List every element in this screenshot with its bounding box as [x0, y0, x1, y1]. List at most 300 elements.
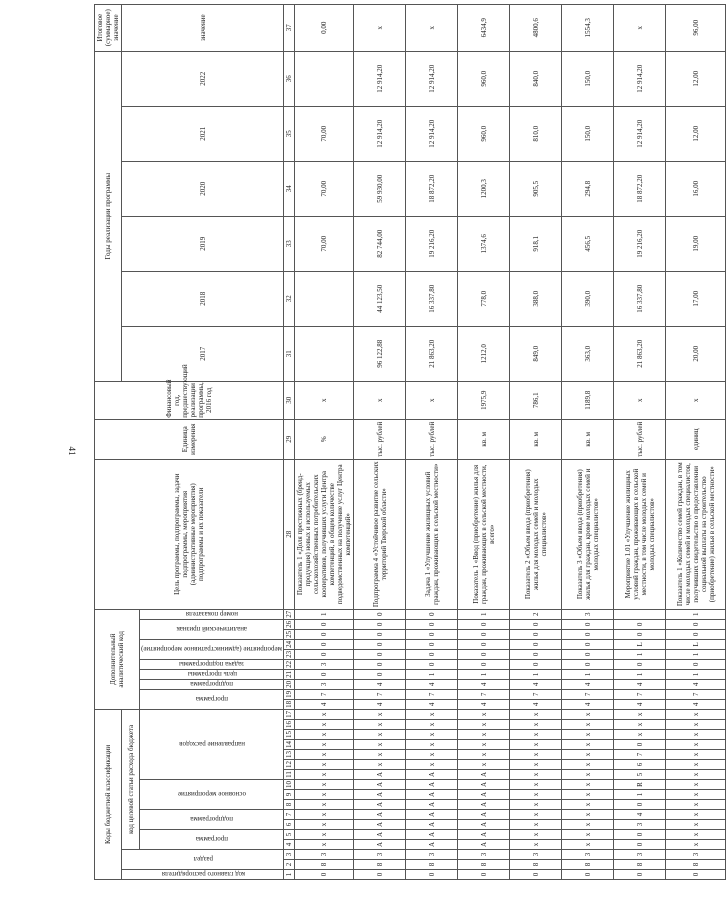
- code-digit: х: [510, 810, 562, 820]
- year-value-2021: 12,00: [666, 106, 726, 161]
- program-indicators-table: [94, 4, 726, 880]
- code-digit: 7: [406, 689, 458, 699]
- column-number: 32: [284, 271, 295, 326]
- code-digit: 2: [510, 609, 562, 619]
- row-final-value: 4800,6: [510, 4, 562, 51]
- code-digit: х: [406, 730, 458, 740]
- years-group-header: Годы реализации программы: [95, 51, 122, 381]
- year-value-2019: 1374,6: [458, 216, 510, 271]
- code-digit: 3: [614, 820, 666, 830]
- year-value-2022: [295, 51, 354, 106]
- code-digit: А: [354, 800, 406, 810]
- code-digit: х: [666, 740, 726, 750]
- code-digit: 8: [614, 860, 666, 870]
- year-value-2020: 70,00: [295, 161, 354, 216]
- code-digit: А: [406, 800, 458, 810]
- table-row: [510, 4, 562, 879]
- code-digit: А: [406, 810, 458, 820]
- code-digit: х: [510, 709, 562, 719]
- program-table-sheet: [94, 9, 716, 880]
- year-value-2020: 1200,3: [458, 161, 510, 216]
- code-digit: А: [458, 770, 510, 780]
- column-number: 16: [285, 721, 294, 728]
- year-value-2019: 19,00: [666, 216, 726, 271]
- column-number: 6: [284, 820, 295, 830]
- code-digit: 1: [614, 649, 666, 659]
- table-row: [295, 4, 354, 879]
- year-value-2020: 59 930,00: [354, 161, 406, 216]
- code-digit: х: [562, 760, 614, 770]
- table-row: [354, 4, 406, 879]
- code-digit: х: [458, 760, 510, 770]
- code-digit: 4: [510, 679, 562, 689]
- code-digit: А: [354, 790, 406, 800]
- dop-subprogram-header: подпрограмма: [140, 679, 284, 689]
- year-header-2020: 2020: [122, 161, 284, 216]
- row-final-value: 96,00: [666, 4, 726, 51]
- code-digit: 1: [666, 669, 726, 679]
- year-value-2018: 16 337,80: [406, 271, 458, 326]
- code-digit: А: [458, 810, 510, 820]
- row-final-value: 6434,9: [458, 4, 510, 51]
- dop-program-header: программа: [140, 689, 284, 709]
- kbk-group-header: Коды бюджетной классификации: [95, 709, 122, 879]
- code-digit: х: [354, 720, 406, 730]
- code-digit: 0: [562, 649, 614, 659]
- code-digit: 4: [354, 679, 406, 689]
- code-digit: 3: [510, 850, 562, 860]
- code-digit: 0: [354, 619, 406, 629]
- code-digit: 0: [614, 659, 666, 669]
- column-number: 33: [284, 216, 295, 271]
- column-number: 34: [284, 161, 295, 216]
- code-digit: 7: [354, 689, 406, 699]
- code-digit: А: [406, 780, 458, 790]
- code-digit: 3: [562, 609, 614, 619]
- column-number: 36: [284, 51, 295, 106]
- code-digit: 0: [666, 629, 726, 639]
- code-digit: х: [354, 750, 406, 760]
- year-value-2020: 18 872,20: [406, 161, 458, 216]
- code-digit: х: [354, 709, 406, 719]
- code-digit: 1: [666, 609, 726, 619]
- code-digit: 7: [458, 689, 510, 699]
- code-digit: х: [562, 790, 614, 800]
- code-digit: А: [406, 770, 458, 780]
- code-digit: х: [510, 760, 562, 770]
- code-digit: 0: [354, 669, 406, 679]
- code-digit: 3: [458, 850, 510, 860]
- code-digit: L: [614, 639, 666, 649]
- code-digit: А: [354, 830, 406, 840]
- main-measure-header: основное мероприятие: [140, 780, 284, 810]
- code-digit: 0: [458, 629, 510, 639]
- table-body: [95, 4, 726, 879]
- code-digit: R: [614, 780, 666, 790]
- code-digit: А: [458, 790, 510, 800]
- code-digit: 6: [614, 760, 666, 770]
- code-digit: 7: [510, 689, 562, 699]
- code-digit: 0: [510, 619, 562, 629]
- code-digit: 0: [666, 659, 726, 669]
- code-digit: 0: [614, 629, 666, 639]
- row-name: Подпрограмма 4 «Устойчивое развитие сельских территорий Тверской области»: [354, 459, 406, 609]
- code-digit: А: [406, 820, 458, 830]
- code-digit: 4: [562, 699, 614, 709]
- column-number: 1: [284, 870, 295, 880]
- year-value-2021: 12 914,20: [406, 106, 458, 161]
- code-digit: х: [562, 750, 614, 760]
- code-digit: А: [458, 820, 510, 830]
- code-digit: х: [406, 709, 458, 719]
- code-digit: 4: [510, 699, 562, 709]
- code-digit: А: [354, 840, 406, 850]
- code-digit: А: [458, 840, 510, 850]
- code-digit: х: [295, 730, 354, 740]
- code-digit: 0: [354, 609, 406, 619]
- code-digit: х: [562, 820, 614, 830]
- year-value-2019: 918,1: [510, 216, 562, 271]
- code-digit: х: [354, 730, 406, 740]
- code-digit: 0: [406, 659, 458, 669]
- row-final-value: 0,00: [295, 4, 354, 51]
- column-number: 15: [285, 731, 294, 738]
- code-digit: х: [666, 790, 726, 800]
- code-digit: х: [295, 810, 354, 820]
- row-base-value: 1189,8: [562, 381, 614, 419]
- row-base-value: х: [295, 381, 354, 419]
- code-digit: х: [406, 740, 458, 750]
- code-digit: 0: [614, 619, 666, 629]
- code-digit: 8: [458, 860, 510, 870]
- column-number: 26: [285, 620, 294, 628]
- final-value-header: Итоговое (суммарное) значение: [95, 4, 122, 51]
- code-digit: х: [562, 830, 614, 840]
- row-final-value: х: [614, 4, 666, 51]
- kbk-sub-header: код целевой статьи расхода бюджета: [122, 709, 140, 849]
- year-value-2020: 18 872,20: [614, 161, 666, 216]
- year-value-2019: 82 744,00: [354, 216, 406, 271]
- row-base-value: 1975,9: [458, 381, 510, 419]
- code-digit: 0: [510, 870, 562, 880]
- code-digit: х: [510, 830, 562, 840]
- table-row: [562, 4, 614, 879]
- code-digit: А: [406, 840, 458, 850]
- code-digit: 4: [458, 699, 510, 709]
- column-number-row: [284, 4, 295, 879]
- code-digit: 0: [666, 619, 726, 629]
- unit-column-header: Единица измерения: [95, 419, 284, 459]
- row-final-value: х: [406, 4, 458, 51]
- code-digit: 0: [406, 629, 458, 639]
- code-digit: 4: [458, 679, 510, 689]
- code-digit: х: [295, 709, 354, 719]
- code-digit: 0: [406, 649, 458, 659]
- column-number: 8: [284, 800, 295, 810]
- column-number: 30: [284, 381, 295, 419]
- year-value-2019: 456,5: [562, 216, 614, 271]
- code-digit: 8: [562, 860, 614, 870]
- code-digit: х: [666, 840, 726, 850]
- code-digit: 0: [354, 870, 406, 880]
- code-digit: х: [295, 830, 354, 840]
- column-number: 13: [285, 751, 294, 758]
- code-digit: х: [458, 709, 510, 719]
- row-name: Показатель 2 «Объем ввода (приобретения) жилья для молодых семей и молодых специалистов»: [510, 459, 562, 609]
- year-value-2020: 16,00: [666, 161, 726, 216]
- code-digit: А: [354, 810, 406, 820]
- code-digit: 8: [354, 860, 406, 870]
- final-value-subheader: значение: [122, 4, 284, 51]
- column-number: 31: [284, 326, 295, 381]
- code-digit: 7: [562, 689, 614, 699]
- table-row: [614, 4, 666, 879]
- year-header-2022: 2022: [122, 51, 284, 106]
- code-digit: х: [510, 770, 562, 780]
- column-number: 11: [285, 771, 294, 778]
- page-number: 41: [67, 446, 77, 456]
- row-base-value: 786,1: [510, 381, 562, 419]
- code-digit: х: [562, 709, 614, 719]
- code-digit: 1: [295, 609, 354, 619]
- year-value-2019: 70,00: [295, 216, 354, 271]
- code-digit: х: [510, 780, 562, 790]
- analytic-sign-header: аналитический признак: [140, 619, 284, 639]
- year-value-2022: 12 914,20: [406, 51, 458, 106]
- year-value-2018: 17,00: [666, 271, 726, 326]
- year-value-2020: 905,5: [510, 161, 562, 216]
- code-digit: 0: [354, 659, 406, 669]
- code-digit: х: [666, 730, 726, 740]
- row-name: Мероприятие 1.01 «Улучшение жилищных условий граждан, проживающих в сельской местности, в том числе молодых семей и молодых специалистов»: [614, 459, 666, 609]
- code-digit: А: [458, 780, 510, 790]
- code-digit: 0: [458, 649, 510, 659]
- table-row: [406, 4, 458, 879]
- year-value-2021: 70,00: [295, 106, 354, 161]
- row-base-value: х: [354, 381, 406, 419]
- code-digit: 0: [614, 830, 666, 840]
- row-base-value: х: [614, 381, 666, 419]
- code-digit: х: [666, 810, 726, 820]
- row-unit: %: [295, 419, 354, 459]
- code-digit: х: [510, 800, 562, 810]
- ministry-code-header: код главного распорядителя: [122, 870, 284, 880]
- code-digit: 0: [510, 649, 562, 659]
- year-value-2018: 44 123,50: [354, 271, 406, 326]
- code-digit: х: [458, 730, 510, 740]
- code-digit: х: [510, 750, 562, 760]
- year-value-2017: 21 863,20: [614, 326, 666, 381]
- code-digit: 7: [295, 689, 354, 699]
- year-header-2017: 2017: [122, 326, 284, 381]
- code-digit: 0: [295, 649, 354, 659]
- year-header-2019: 2019: [122, 216, 284, 271]
- code-digit: 4: [666, 679, 726, 689]
- code-digit: х: [295, 750, 354, 760]
- code-digit: [614, 609, 666, 619]
- code-digit: 0: [562, 870, 614, 880]
- column-number: 9: [284, 790, 295, 800]
- year-value-2019: 19 216,20: [614, 216, 666, 271]
- code-digit: х: [666, 760, 726, 770]
- column-number: 2: [284, 860, 295, 870]
- column-number: 12: [285, 761, 294, 768]
- year-value-2022: 12 914,20: [354, 51, 406, 106]
- code-digit: 1: [562, 669, 614, 679]
- code-digit: х: [458, 740, 510, 750]
- column-number: 35: [284, 106, 295, 161]
- code-digit: 0: [614, 740, 666, 750]
- code-digit: х: [295, 840, 354, 850]
- year-header-2021: 2021: [122, 106, 284, 161]
- code-digit: 0: [510, 629, 562, 639]
- code-digit: х: [354, 760, 406, 770]
- year-value-2022: 840,0: [510, 51, 562, 106]
- code-digit: 0: [406, 639, 458, 649]
- column-number: 19: [285, 690, 294, 698]
- code-digit: 4: [666, 699, 726, 709]
- code-digit: 3: [295, 850, 354, 860]
- code-digit: х: [458, 720, 510, 730]
- code-digit: 4: [614, 679, 666, 689]
- column-number: 25: [285, 630, 294, 638]
- column-number: 24: [285, 640, 294, 648]
- column-number: 29: [284, 419, 295, 459]
- code-digit: 0: [562, 659, 614, 669]
- code-digit: А: [406, 790, 458, 800]
- code-digit: х: [354, 740, 406, 750]
- row-unit: кв. м: [458, 419, 510, 459]
- code-digit: х: [562, 780, 614, 790]
- row-base-value: х: [666, 381, 726, 419]
- row-name: Показатель 1 «Доля престижных (бренд-продукция) новых и используемых сельскохозяйственных потребительских кооперативов, получивших услуги Центра компетенций, в общем количестве подведомственных на получение услуг Центра компетенций»: [295, 459, 354, 609]
- header-row-1: [95, 4, 122, 879]
- code-digit: 0: [614, 840, 666, 850]
- year-value-2017: [295, 326, 354, 381]
- code-digit: А: [406, 830, 458, 840]
- code-digit: х: [510, 820, 562, 830]
- code-digit: 0: [295, 639, 354, 649]
- code-digit: 3: [406, 850, 458, 860]
- code-digit: 0: [406, 619, 458, 629]
- code-digit: 1: [510, 669, 562, 679]
- code-digit: 7: [614, 689, 666, 699]
- subprogram-code-header: подпрограмма: [140, 810, 284, 830]
- code-digit: 8: [666, 860, 726, 870]
- name-column-header: Цель программы, подпрограммы, задачи подпрограммы, мероприятия (административные мероприятия) подпрограммы и их показатели: [95, 459, 284, 609]
- code-digit: 1: [614, 669, 666, 679]
- code-digit: х: [562, 770, 614, 780]
- code-digit: х: [510, 720, 562, 730]
- row-final-value: 1554,3: [562, 4, 614, 51]
- code-digit: х: [510, 730, 562, 740]
- code-digit: 0: [666, 870, 726, 880]
- program-code-header: программа: [140, 830, 284, 850]
- code-digit: 1: [614, 790, 666, 800]
- year-value-2022: 960,0: [458, 51, 510, 106]
- code-digit: 0: [510, 659, 562, 669]
- code-digit: 0: [295, 629, 354, 639]
- code-digit: х: [562, 810, 614, 820]
- code-digit: 0: [458, 659, 510, 669]
- code-digit: х: [406, 750, 458, 760]
- column-number: 14: [285, 741, 294, 748]
- code-digit: х: [614, 720, 666, 730]
- code-digit: 0: [510, 639, 562, 649]
- dop-code-group-header: Дополнительный аналитический код: [95, 609, 140, 709]
- column-number: 28: [284, 459, 295, 609]
- code-digit: 3: [354, 850, 406, 860]
- code-digit: 0: [458, 870, 510, 880]
- year-value-2021: 960,0: [458, 106, 510, 161]
- code-digit: х: [406, 760, 458, 770]
- code-digit: х: [295, 740, 354, 750]
- year-value-2022: 12 914,20: [614, 51, 666, 106]
- year-value-2021: 12 914,20: [354, 106, 406, 161]
- code-digit: 0: [458, 619, 510, 629]
- year-value-2018: 388,0: [510, 271, 562, 326]
- code-digit: х: [666, 820, 726, 830]
- code-digit: А: [354, 770, 406, 780]
- row-unit: кв. м: [562, 419, 614, 459]
- code-digit: х: [614, 730, 666, 740]
- code-digit: х: [666, 709, 726, 719]
- column-number: 20: [285, 680, 294, 688]
- year-value-2022: 150,0: [562, 51, 614, 106]
- code-digit: х: [510, 840, 562, 850]
- year-value-2018: 16 337,80: [614, 271, 666, 326]
- code-digit: 4: [354, 699, 406, 709]
- row-name: Показатель 1 «Ввод (приобретение) жилья для граждан, проживающих в сельской местности, всего»: [458, 459, 510, 609]
- code-digit: х: [295, 780, 354, 790]
- code-digit: х: [666, 800, 726, 810]
- row-name: Задача 1 «Улучшение жилищных условий граждан, проживающих в сельской местности»: [406, 459, 458, 609]
- code-digit: 4: [295, 699, 354, 709]
- code-digit: 8: [406, 860, 458, 870]
- year-value-2018: [295, 271, 354, 326]
- code-digit: х: [295, 820, 354, 830]
- code-digit: 0: [562, 619, 614, 629]
- code-digit: 3: [666, 850, 726, 860]
- code-digit: 0: [562, 639, 614, 649]
- code-digit: 3: [562, 850, 614, 860]
- code-digit: 4: [614, 699, 666, 709]
- goal-header: цель программы: [140, 669, 284, 679]
- year-value-2018: 778,0: [458, 271, 510, 326]
- code-digit: х: [295, 800, 354, 810]
- code-digit: х: [295, 790, 354, 800]
- code-digit: 0: [406, 870, 458, 880]
- code-digit: 0: [614, 870, 666, 880]
- code-digit: х: [666, 830, 726, 840]
- column-number: 21: [285, 670, 294, 678]
- column-number: 27: [285, 610, 294, 618]
- code-digit: 3: [614, 850, 666, 860]
- code-digit: х: [666, 720, 726, 730]
- code-digit: х: [614, 709, 666, 719]
- code-digit: 0: [562, 629, 614, 639]
- column-number: 3: [284, 850, 295, 860]
- table-row: [458, 4, 510, 879]
- task-header: задача подпрограммы: [140, 659, 284, 669]
- expense-direction-header: направление расходов: [140, 709, 284, 779]
- year-value-2017: 20,00: [666, 326, 726, 381]
- column-number: 17: [285, 710, 294, 718]
- column-number: 4: [284, 840, 295, 850]
- year-value-2021: 150,0: [562, 106, 614, 161]
- razdel-header: раздел: [122, 850, 284, 870]
- row-unit: единиц: [666, 419, 726, 459]
